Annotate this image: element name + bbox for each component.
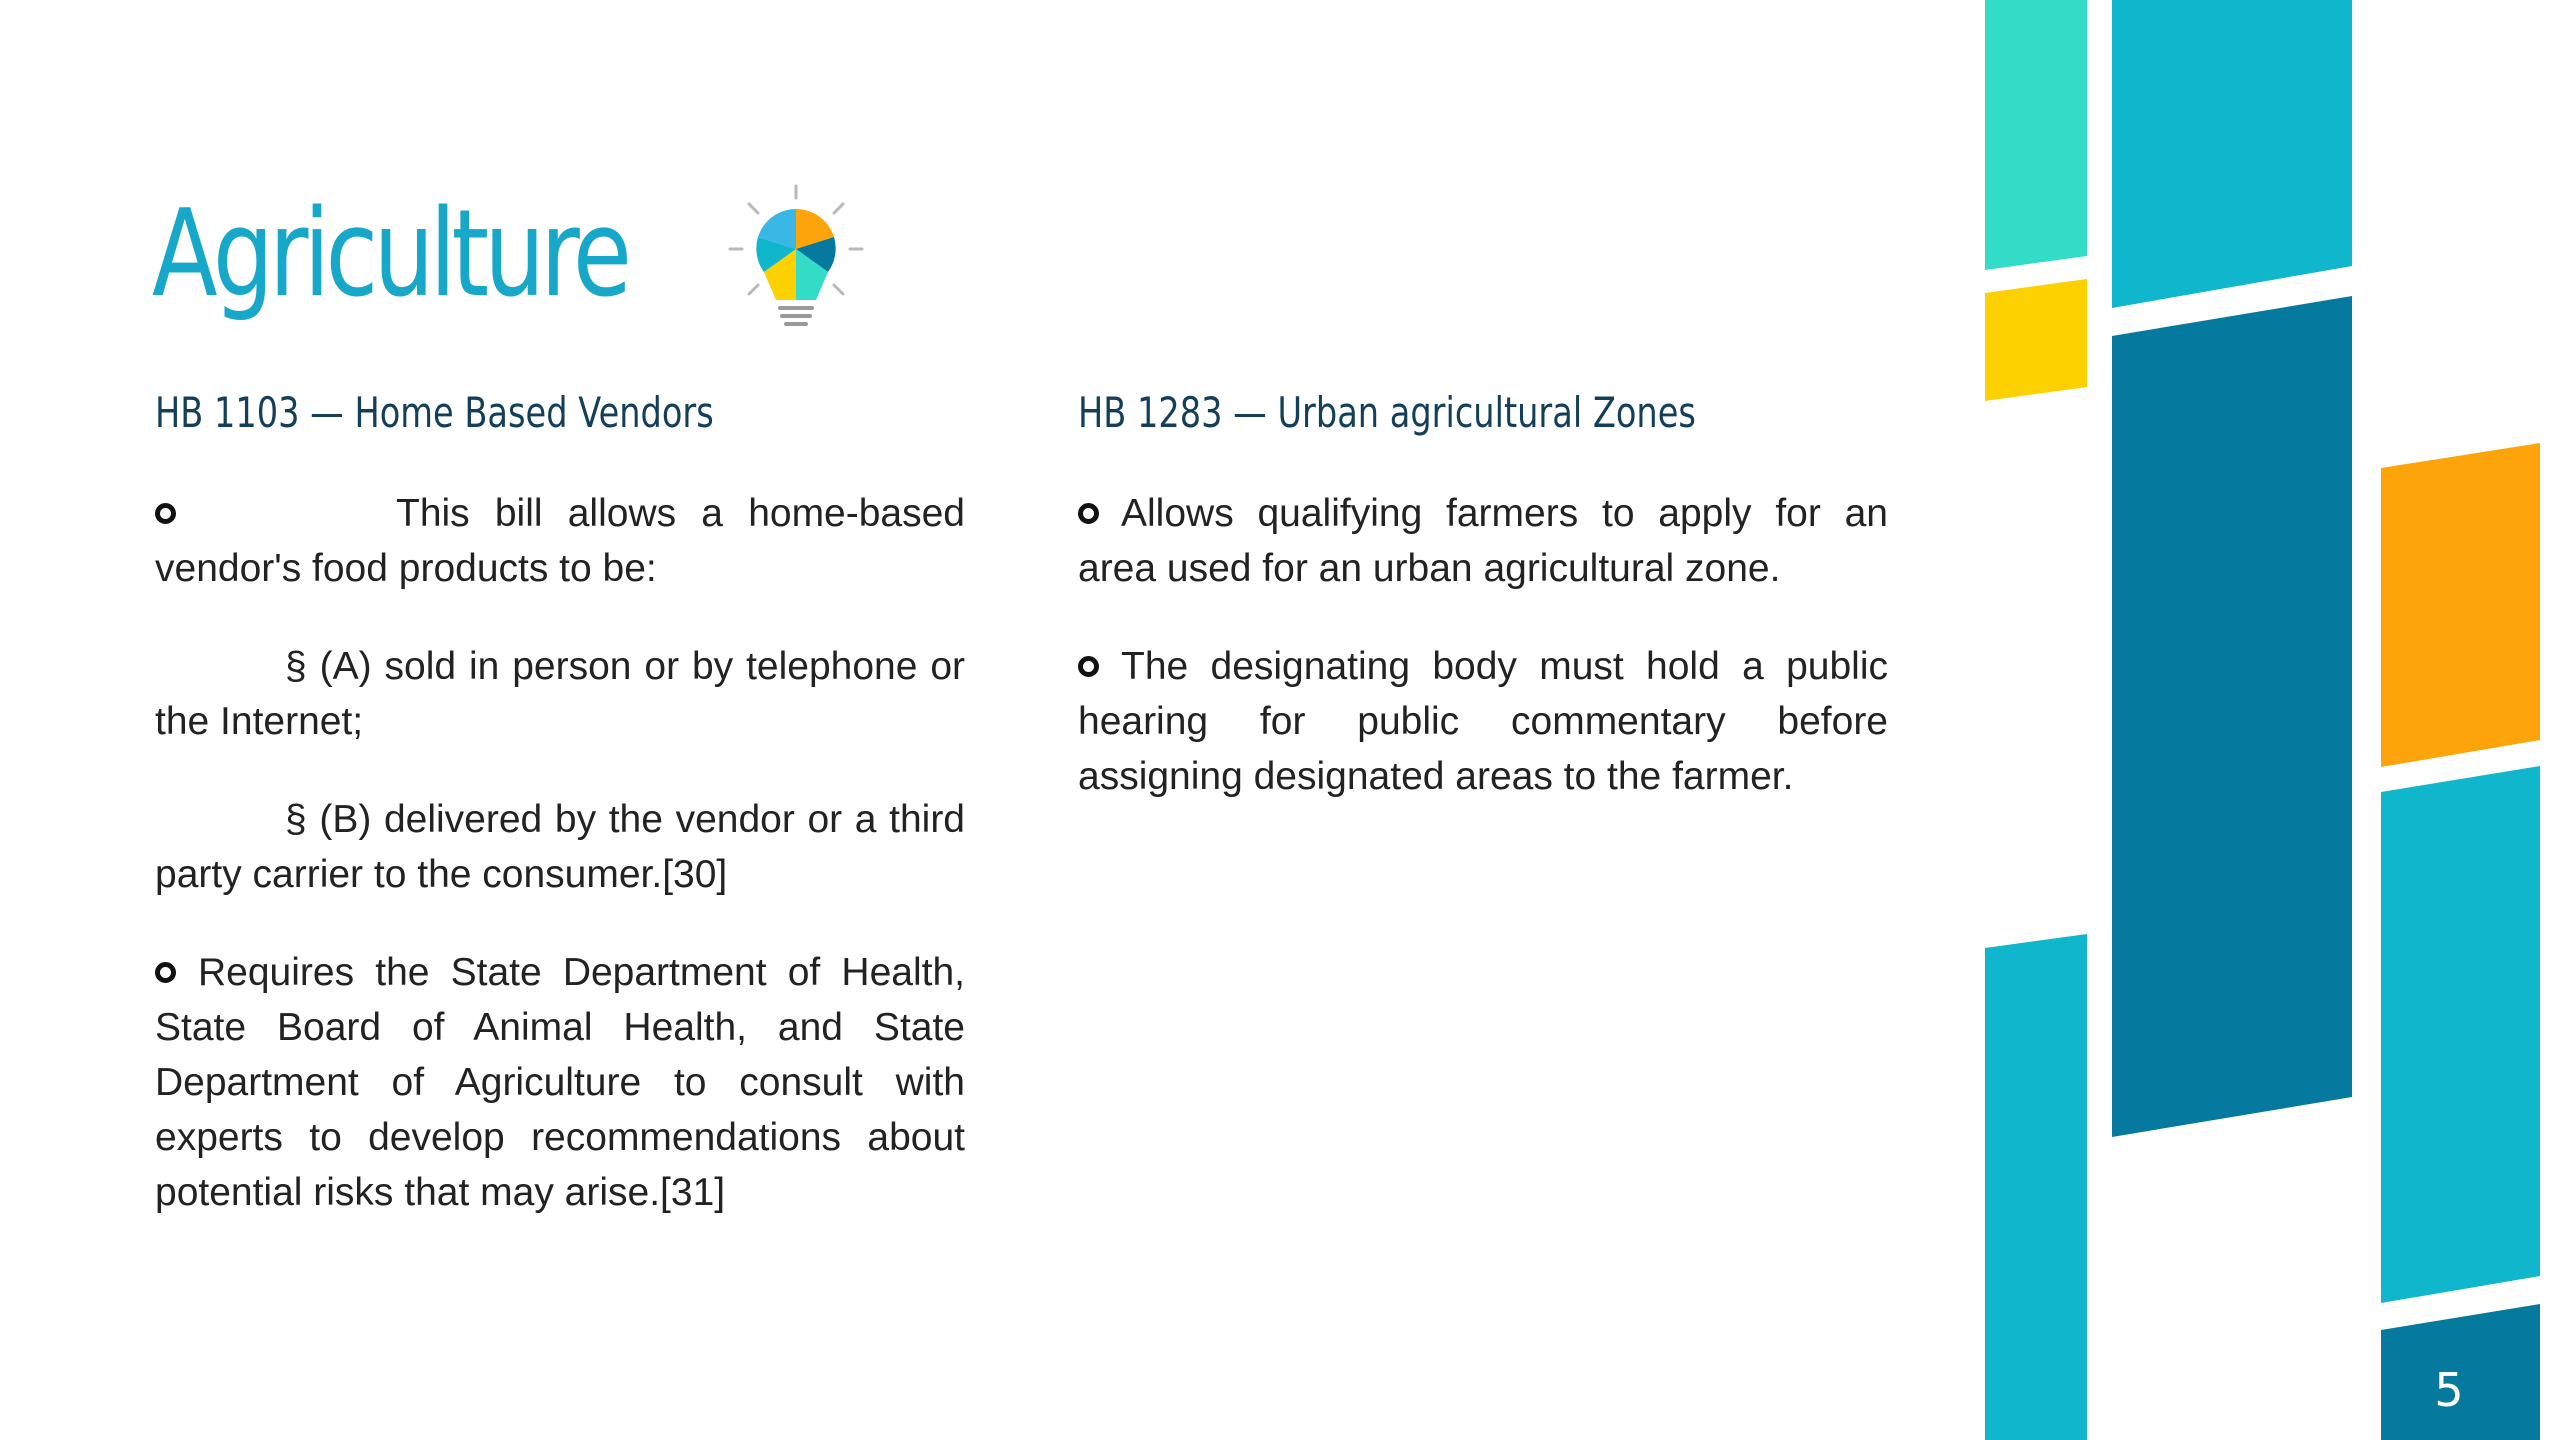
sub-item-b: § (B) delivered by the vendor or a third party carrier to the consumer.[30] [155,798,965,896]
dark-blue-block [2112,296,2352,1137]
sub-item-a: § (A) sold in person or by telephone or the Internet; [155,645,965,743]
cyan-block-left-bottom [1985,934,2087,1440]
bill-heading-hb1103: HB 1103 — Home Based Vendors [155,388,714,437]
yellow-block [1985,279,2087,401]
right-column [1078,380,1888,804]
orange-block [2381,443,2540,767]
page-title: Agriculture [152,185,628,324]
bill-paragraph: This bill allows a home-based vendor's food products to be: [155,492,965,590]
left-column [155,380,965,1220]
bill-heading-hb1283: HB 1283 — Urban agricultural Zones [1078,388,1696,437]
bullet-icon [155,962,176,983]
lightbulb-icon [728,184,864,334]
page-number: 5 [2434,1363,2464,1417]
bullet-icon [155,503,176,524]
cyan-block-top [2112,0,2352,308]
cyan-block-right [2381,766,2540,1303]
bullet-icon [1078,503,1099,524]
bill-paragraph: Allows qualifying farmers to apply for an area used for an urban agricultural zone. [1078,492,1888,590]
teal-light-block [1985,0,2087,270]
bill-paragraph: Requires the State Department of Health, State Board of Animal Health, and State Department of Agriculture to consult with experts to develop recommendations about potential risks that may arise.[31] [155,951,965,1214]
bullet-icon [1078,656,1099,677]
bill-paragraph: The designating body must hold a public hearing for public commentary before assigning designated areas to the farmer. [1078,645,1888,798]
